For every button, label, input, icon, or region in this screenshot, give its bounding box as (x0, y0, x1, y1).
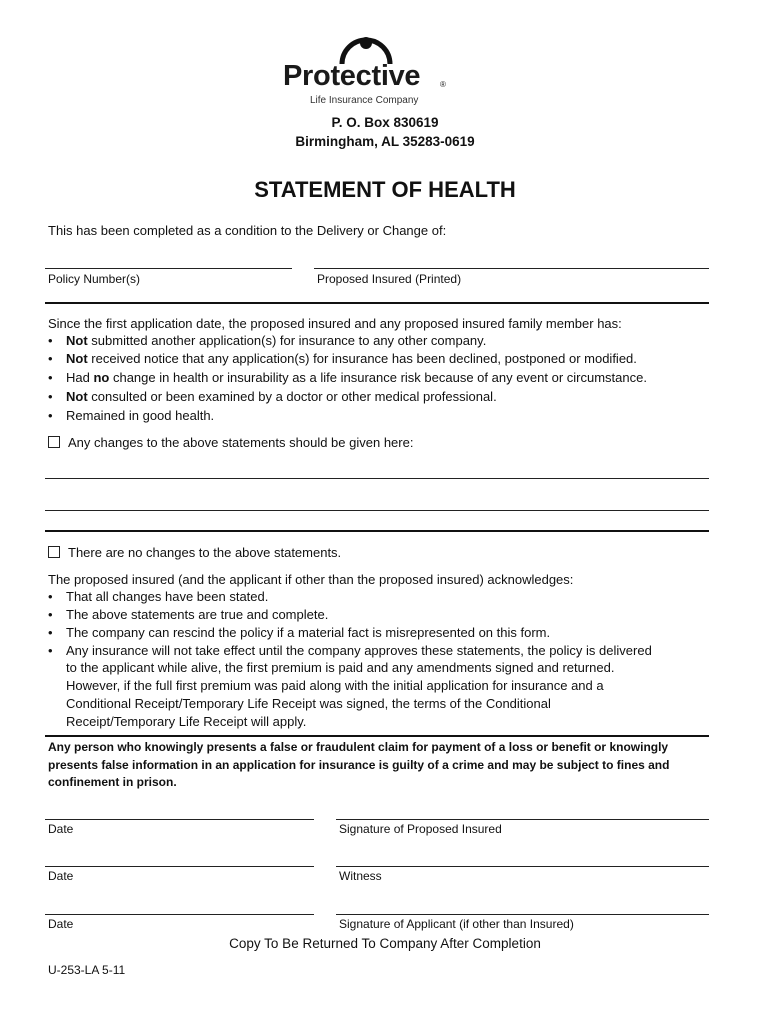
no-changes-checkbox-row[interactable] (48, 545, 341, 560)
signature-applicant-label: Signature of Applicant (if other than Insured) (339, 917, 574, 931)
policy-number-line[interactable] (45, 268, 292, 269)
brand-name: Protective (283, 60, 421, 92)
date-label-2: Date (48, 869, 74, 883)
form-number: U-253-LA 5-11 (48, 963, 126, 977)
signature-applicant-line[interactable] (336, 914, 709, 915)
list-item: • Any insurance will not take effect until the company approves these statements, the policy is delivered (48, 643, 652, 658)
list-item: • Had no change in health or insurability as a life insurance risk because of any event or circumstance. (48, 370, 647, 385)
section-divider (45, 735, 709, 737)
witness-line[interactable] (336, 866, 709, 867)
brand-subtitle: Life Insurance Company (310, 95, 419, 106)
proposed-insured-line[interactable] (314, 268, 709, 269)
list-continuation: Conditional Receipt/Temporary Life Receipt was signed, the terms of the Conditional (66, 696, 551, 711)
list-continuation: to the applicant while alive, the first premium is paid and any amendments signed and returned. (66, 660, 615, 675)
list-item: • Not consulted or been examined by a doctor or other medical professional. (48, 389, 497, 404)
changes-checkbox-row[interactable] (48, 435, 413, 450)
registered-mark: ® (440, 80, 446, 89)
list-item: • The above statements are true and complete. (48, 607, 329, 622)
section-divider (45, 302, 709, 304)
section2-lead: The proposed insured (and the applicant if other than the proposed insured) acknowledges: (48, 572, 574, 587)
date-label-3: Date (48, 917, 74, 931)
list-item: • Not received notice that any application(s) for insurance has been declined, postponed or modified. (48, 351, 637, 366)
no-changes-checkbox[interactable] (48, 546, 60, 558)
address-line-2: Birmingham, AL 35283-0619 (295, 134, 475, 149)
page-title: STATEMENT OF HEALTH (254, 177, 516, 202)
changes-checkbox-label: Any changes to the above statements should be given here: (68, 435, 414, 450)
proposed-insured-label: Proposed Insured (Printed) (317, 272, 462, 286)
footer-instruction: Copy To Be Returned To Company After Completion (229, 936, 541, 951)
witness-label: Witness (339, 869, 382, 883)
date-line-2[interactable] (45, 866, 314, 867)
list-item: • That all changes have been stated. (48, 589, 269, 604)
policy-number-label: Policy Number(s) (48, 272, 141, 286)
changes-line-2[interactable] (45, 510, 709, 511)
fraud-warning: Any person who knowingly presents a false or fraudulent claim for payment of a loss or benefit or knowingly presents false information in an application for insurance is guilty of a crime and may be subject to fines and confinement in prison. (48, 740, 670, 789)
section1-lead: Since the first application date, the proposed insured and any proposed insured family member has: (48, 316, 622, 331)
list-item: • Not submitted another application(s) for insurance to any other company. (48, 333, 487, 348)
list-item: • The company can rescind the policy if a material fact is misrepresented on this form. (48, 625, 551, 640)
list-continuation: However, if the full first premium was paid along with the initial application for insurance and a (66, 678, 604, 693)
address-line-1: P. O. Box 830619 (331, 115, 439, 130)
list-continuation: Receipt/Temporary Life Receipt will apply. (66, 714, 307, 729)
intro-text: This has been completed as a condition to the Delivery or Change of: (48, 223, 447, 238)
list-item: • Remained in good health. (48, 408, 215, 423)
date-label-1: Date (48, 822, 74, 836)
date-line-1[interactable] (45, 819, 314, 820)
date-line-3[interactable] (45, 914, 314, 915)
changes-checkbox[interactable] (48, 436, 60, 448)
changes-line-1[interactable] (45, 478, 709, 479)
signature-proposed-insured-label: Signature of Proposed Insured (339, 822, 502, 836)
no-changes-checkbox-label: There are no changes to the above statements. (68, 545, 342, 560)
section-divider (45, 530, 709, 532)
signature-proposed-insured-line[interactable] (336, 819, 709, 820)
